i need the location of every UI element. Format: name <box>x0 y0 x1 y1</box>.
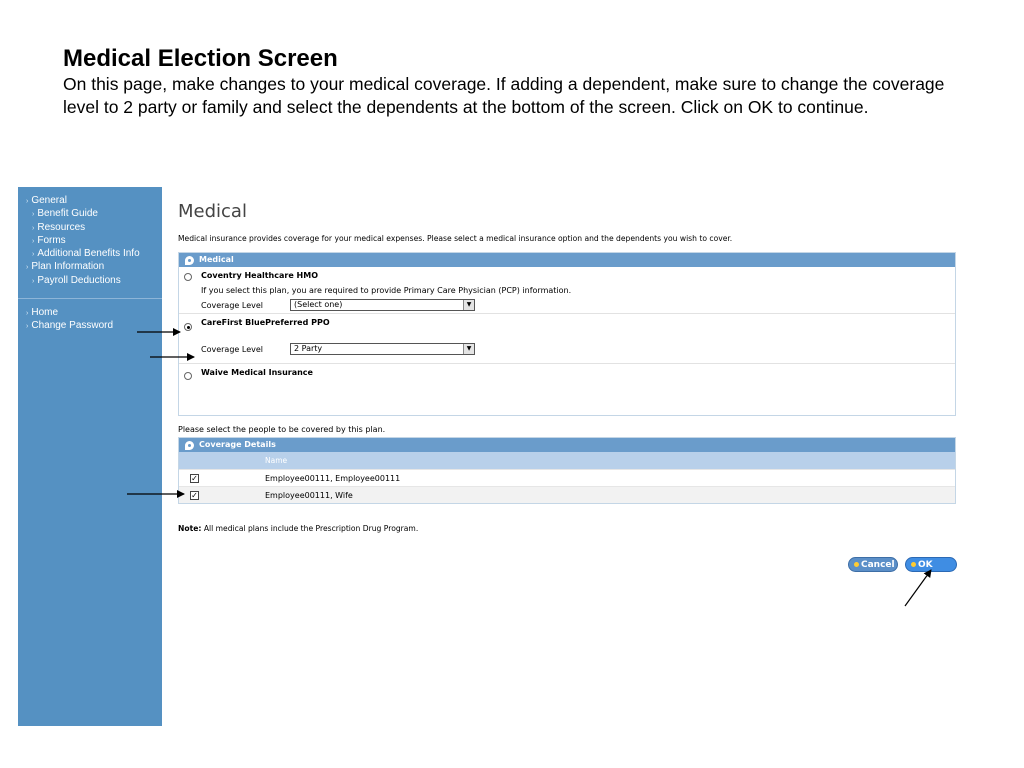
panel-title: Coverage Details <box>199 440 276 449</box>
chevron-right-icon: › <box>32 224 35 232</box>
chevron-right-icon: › <box>26 264 29 272</box>
nav-label: Payroll Deductions <box>37 274 121 286</box>
nav-label: Home <box>31 307 59 319</box>
chevron-right-icon: › <box>32 251 35 259</box>
nav-label: Plan Information <box>31 261 105 273</box>
checkbox-dependent-wife[interactable]: ✓ <box>191 490 198 500</box>
slide-title: Medical Election Screen <box>63 45 338 72</box>
nav-label: Additional Benefits Info <box>37 248 140 260</box>
note-text: All medical plans include the Prescription Drug Program. <box>203 524 419 533</box>
chevron-down-icon: ▼ <box>463 300 474 310</box>
panel-title: Medical <box>199 255 234 264</box>
option-name: Waive Medical Insurance <box>201 368 313 377</box>
nav-label: Change Password <box>31 320 114 332</box>
page-intro: Medical insurance provides coverage for your medical expenses. Please select a medical insurance option and the dependents you wish to cover. <box>178 234 733 243</box>
people-instruction: Please select the people to be covered by this plan. <box>178 425 386 434</box>
button-label: OK <box>918 560 933 570</box>
select-value: (Select one) <box>294 300 343 309</box>
checkbox-dependent-employee[interactable]: ✓ <box>191 473 198 483</box>
nav-label: Benefit Guide <box>37 208 98 220</box>
chevron-right-icon: › <box>32 237 35 245</box>
coverage-level-label: Coverage Level <box>201 300 263 310</box>
chevron-right-icon: › <box>26 310 29 318</box>
coverage-level-label: Coverage Level <box>201 344 263 354</box>
chevron-right-icon: › <box>32 211 35 219</box>
note-label: Note: <box>178 524 202 533</box>
select-value: 2 Party <box>294 344 323 353</box>
chevron-right-icon: › <box>26 323 29 331</box>
option-note: If you select this plan, you are required to provide Primary Care Physician (PCP) information. <box>201 286 572 295</box>
nav-label: Forms <box>37 234 66 246</box>
slide-description: On this page, make changes to your medical coverage. If adding a dependent, make sure to change the coverage level to 2 party or family and select the dependents at the bottom of the screen. Click on OK to continue. <box>63 74 945 117</box>
chevron-right-icon: › <box>32 277 35 285</box>
arrow-to-ok-button <box>905 570 931 606</box>
option-name: Coventry Healthcare HMO <box>201 271 319 280</box>
nav-label: General <box>31 195 67 206</box>
dependent-name: Employee00111, Wife <box>265 490 353 500</box>
chevron-down-icon: ▼ <box>463 344 474 354</box>
chevron-right-icon: › <box>26 198 29 205</box>
dependent-name: Employee00111, Employee00111 <box>265 473 401 483</box>
nav-label: Resources <box>37 221 86 233</box>
column-header-name: Name <box>179 452 955 469</box>
button-label: Cancel <box>861 560 895 570</box>
option-name: CareFirst BluePreferred PPO <box>201 318 330 327</box>
page-title: Medical <box>178 201 247 222</box>
